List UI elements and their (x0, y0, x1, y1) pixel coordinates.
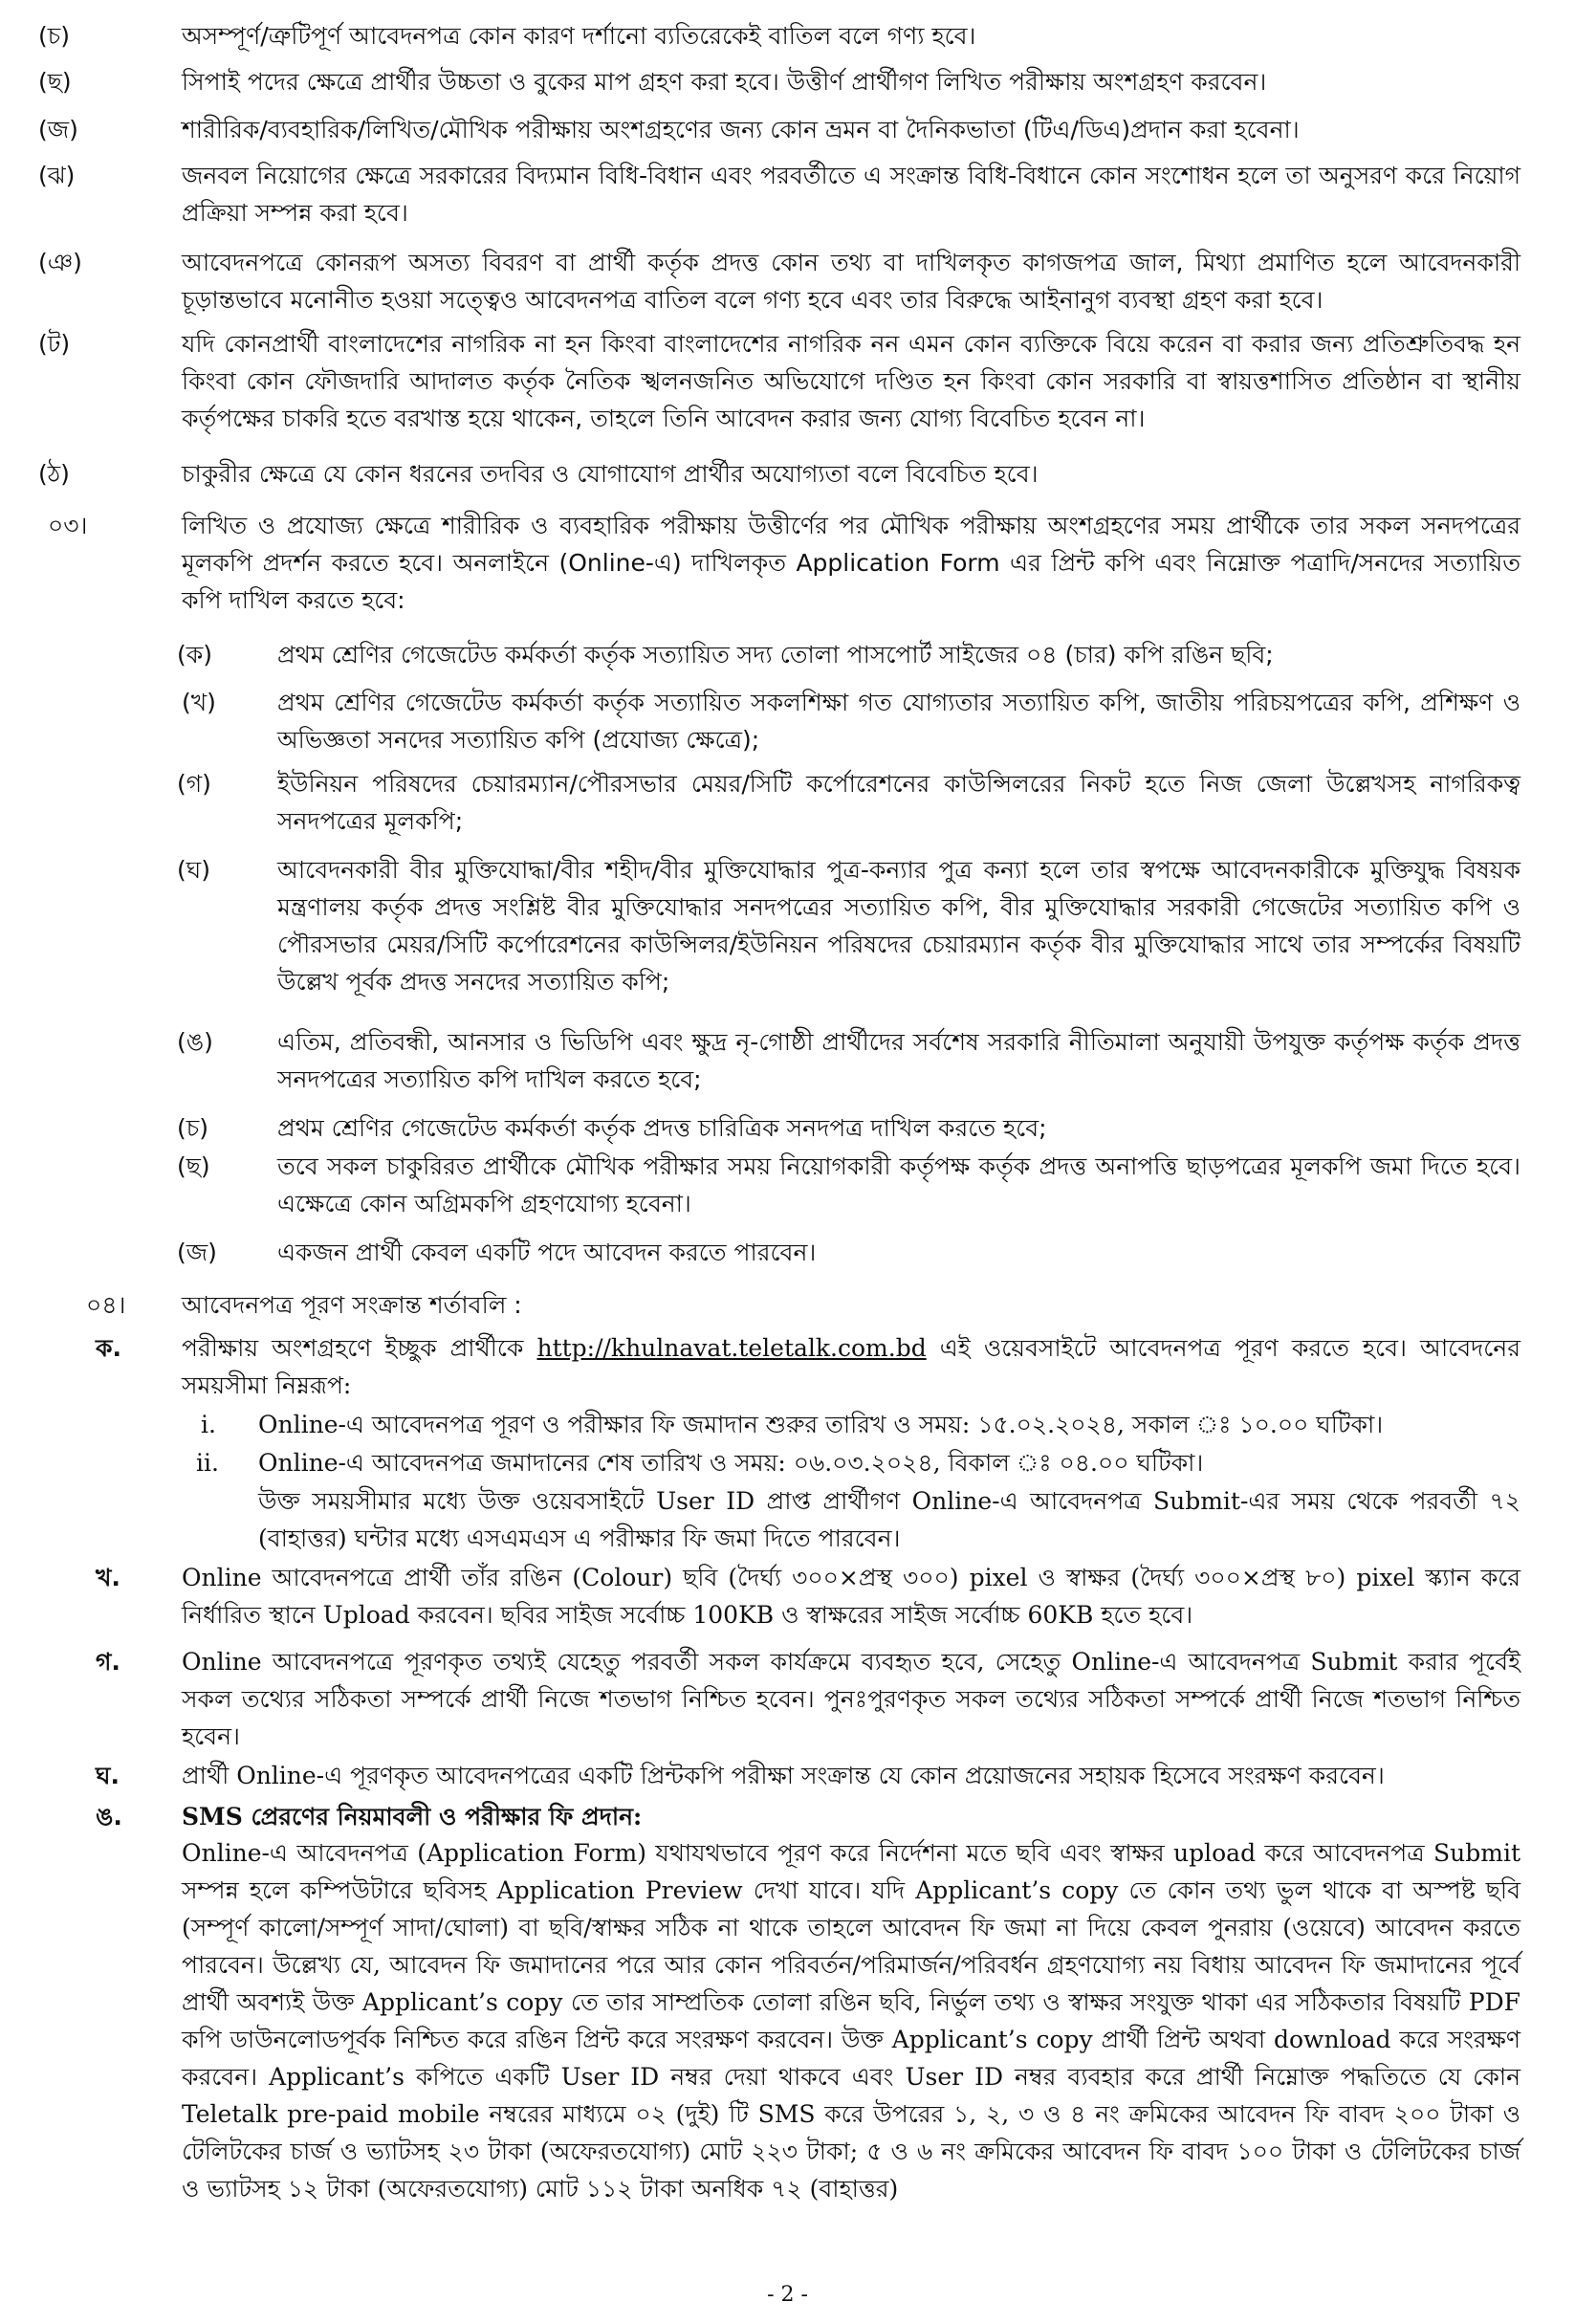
application-website-link[interactable]: http://khulnavat.teletalk.com.bd (536, 1334, 927, 1362)
document-page: (চ) অসম্পূর্ণ/ত্রুটিপূর্ণ আবেদনপত্র কোন কারণ দর্শানো ব্যতিরেকেই বাতিল বলে গণ্য হবে। (ছ) সিপাই পদের ক্ষেত্রে প্রার্থীর উচ্চতা ও বুকের মাপ গ্রহণ করা হবে। উত্তীর্ণ প্রার্থীগণ লিখিত পরীক্ষায় অংশগ্রহণ করবেন। (জ) শারীরিক/ব্যবহারিক/লিখিত/মৌখিক পরীক্ষায় অংশগ্রহণের জন্য কোন ভ্রমন বা দৈনিকভাতা (টিএ/ডিএ)প্রদান করা হবেনা। (ঝ) জনবল নিয়োগের ক্ষেত্রে সরকারের বিদ্যমান বিধি-বিধান এবং পরবর্তীতে এ সংক্রান্ত বিধি-বিধানে কোন সংশোধন হলে তা অনুসরণ করে নিয়োগ প্রক্রিয়া সম্পন্ন করা হবে। (ঞ) আবেদনপত্রে কোনরূপ অসত্য বিবরণ বা প্রার্থী কর্তৃক প্রদত্ত কোন তথ্য বা দাখিলকৃত কাগজপত্র জাল, মিথ্যা প্রমাণিত হলে আবেদনকারী চূড়ান্তভাবে মনোনীত হওয়া সত্ত্বেও আবেদনপত্র বাতিল বলে গণ্য হবে এবং তার বিরুদ্ধে আইনানুগ ব্যবস্থা গ্রহণ করা হবে। (ট) যদি কোনপ্রার্থী বাংলাদেশের নাগরিক না হন কিংবা বাংলাদেশের নাগরিক নন এমন কোন ব্যক্তিকে বিয়ে করেন বা করার জন্য প্রতিশ্রুতিবদ্ধ হন কিংবা কোন ফৌজদারি আদালত কর্তৃক নৈতিক স্খলনজনিত অভিযোগে দণ্ডিত হন কিংবা কোন সরকারি বা স্বায়ত্তশাসিত প্রতিষ্ঠান বা স্থানীয় কর্তৃপক্ষের চাকরি হতে বরখাস্ত হয়ে থাকেন, তাহলে তিনি আবেদন করার জন্য যোগ্য বিবেচিত হবেন না। (ঠ) চাকুরীর ক্ষেত্রে যে কোন ধরনের তদবির ও যোগাযোগ প্রার্থীর অযোগ্যতা বলে বিবেচিত হবে। ০৩। লিখিত ও প্রযোজ্য ক্ষেত্রে শারীরিক ও ব্যবহারিক পরীক্ষায় উত্তীর্ণের পর মৌখিক পরীক্ষায় অংশগ্রহণের সময় প্রার্থীকে তার সকল সনদপত্রের মূলকপি প্রদর্শন করতে হবে। অনলাইনে (Online-এ) দাখিলকৃত Application Form এর প্রিন্ট কপি এবং নিম্নোক্ত পত্রাদি/সনদের সত্যায়িত কপি দাখিল করতে হবে: (ক) প্রথম শ্রেণির গেজেটেড কর্মকর্তা কর্তৃক সত্যায়িত সদ্য তোলা পাসপোর্ট সাইজের ০৪ (চার) কপি রঙিন ছবি; (খ) প্রথম শ্রেণির গেজেটেড কর্মকর্তা কর্তৃক সত্যায়িত সকলশিক্ষা গত যোগ্যতার সত্যায়িত কপি, জাতীয় পরিচয়পত্রের কপি, প্রশিক্ষণ ও অভিজ্ঞতা সনদের সত্যায়িত কপি (প্রযোজ্য ক্ষেত্রে); (গ) ইউনিয়ন পরিষদের চেয়ারম্যান/পৌরসভার মেয়র/সিটি কর্পোরেশনের কাউন্সিলরের নিকট হতে নিজ জেলা উল্লেখসহ নাগরিকত্ব সনদপত্রের মূলকপি; (ঘ) আবেদনকারী বীর মুক্তিযোদ্ধা/বীর শহীদ/বীর মুক্তিযোদ্ধার পুত্র-কন্যার পুত্র কন্যা হলে তার স্বপক্ষে আবেদনকারীকে মুক্তিযুদ্ধ বিষয়ক মন্ত্রণালয় কর্তৃক প্রদত্ত সংশ্লিষ্ট বীর মুক্তিযোদ্ধার সনদপত্রের সত্যায়িত কপি, বীর মুক্তিযোদ্ধার সরকারী গেজেটের সত্যায়িত কপি ও পৌরসভার মেয়র/সিটি কর্পোরেশনের কাউন্সিলর/ইউনিয়ন পরিষদের চেয়ারম্যান কর্তৃক বীর মুক্তিযোদ্ধার সাথে তার সম্পর্কের বিষয়টি উল্লেখ পূর্বক প্রদত্ত সনদের সত্যায়িত কপি; (ঙ) এতিম, প্রতিবন্ধী, আনসার ও ভিডিপি এবং ক্ষুদ্র নৃ-গোষ্ঠী প্রার্থীদের সর্বশেষ সরকারি নীতিমালা অনুযায়ী উপযুক্ত কর্তৃপক্ষ কর্তৃক প্রদত্ত সনদপত্রের সত্যায়িত কপি দাখিল করতে হবে; (চ) প্রথম শ্রেণির গেজেটেড কর্মকর্তা কর্তৃক প্রদত্ত চারিত্রিক সনদপত্র দাখিল করতে হবে; (ছ) তবে সকল চাকুরিরত প্রার্থীকে মৌখিক পরীক্ষার সময় নিয়োগকারী কর্তৃপক্ষ কর্তৃক প্রদত্ত অনাপত্তি ছাড়পত্রের মূলকপি জমা দিতে হবে। এক্ষেত্রে কোন অগ্রিমকপি গ্রহণযোগ্য হবেনা। (জ) একজন প্রার্থী কেবল একটি পদে আবেদন করতে পারবেন। ০৪। আবেদনপত্র পূরণ সংক্রান্ত শর্তাবলি : ক. পরীক্ষায় অংশগ্রহণে ইচ্ছুক প্রার্থীকে http://khulnavat.teletalk.com.bd এই ওয়েবসাইটে আবেদনপত্র পূরণ করতে হবে। আবেদনের সময়সীমা নিম্নরূপ: i. Online-এ আবেদনপত্র পূরণ ও পরীক্ষার ফি জমাদান শুরুর তারিখ ও সময়: ১৫.০২.২০২৪, সকাল ঃ ১০.০০ ঘটিকা। ii. Online-এ আবেদনপত্র জমাদানের শেষ তারিখ ও সময়: ০৬.০৩.২০২৪, বিকাল ঃ ০৪.০০ ঘটিকা। উক্ত সময়সীমার মধ্যে উক্ত ওয়েবসাইটে User ID প্রাপ্ত প্রার্থীগণ Online-এ আবেদনপত্র Submit-এর সময় থেকে পরবর্তী ৭২ (বাহাত্তর) ঘন্টার মধ্যে এসএমএস এ পরীক্ষার ফি জমা দিতে পারবেন। খ. Online আবেদনপত্রে প্রার্থী তাঁর রঙিন (Colour) ছবি (দৈর্ঘ্য ৩০০×প্রস্থ ৩০০) pixel ও স্বাক্ষর (দৈর্ঘ্য ৩০০×প্রস্থ ৮০) pixel স্ক্যান করে নির্ধারিত স্থানে Upload করবেন। ছবির সাইজ সর্বোচ্চ 100KB ও স্বাক্ষরের সাইজ সর্বোচ্চ 60KB হতে হবে। গ. Online আবেদনপত্রে পূরণকৃত তথ্যই যেহেতু পরবর্তী সকল কার্যক্রমে ব্যবহৃত হবে, সেহেতু Online-এ আবেদনপত্র Submit করার পূর্বেই সকল তথ্যের সঠিকতা সম্পর্কে প্রার্থী নিজে শতভাগ নিশ্চিত হবেন। পুনঃপুরণকৃত সকল তথ্যের সঠিকতা সম্পর্কে প্রার্থী নিজে শতভাগ নিশ্চিত হবেন। ঘ. প্রার্থী Online-এ পূরণকৃত আবেদনপত্রের একটি প্রিন্টকপি পরীক্ষা সংক্রান্ত যে কোন প্রয়োজনের সহায়ক হিসেবে সংরক্ষণ করবেন। ঙ. SMS প্রেরণের নিয়মাবলী ও পরীক্ষার ফি প্রদান: Online-এ আবেদনপত্র (Application Form) যথাযথভাবে পূরণ করে নির্দেশনা মতে ছবি এবং স্বাক্ষর upload করে আবেদনপত্র Submit সম্পন্ন হলে কম্পিউটারে ছবিসহ Application Preview দেখা যাবে। যদি Applicant’s copy তে কোন তথ্য ভুল থাকে বা অস্পষ্ট ছবি (সম্পূর্ণ কালো/সম্পূর্ণ সাদা/ঘোলা) বা ছবি/স্বাক্ষর সঠিক না থাকে তাহলে আবেদন ফি জমা না দিয়ে কেবল পুনরায় (ওয়েবে) আবেদন করতে পারবেন। উল্লেখ্য যে, আবেদন ফি জমাদানের পরে আর কোন পরিবর্তন/পরিমার্জন/পরিবর্ধন গ্রহণযোগ্য নয় বিধায় আবেদন ফি জমাদানের পূর্বে প্রার্থী অবশ্যই উক্ত Applicant’s copy তে তার সাম্প্রতিক তোলা রঙিন ছবি, নির্ভুল তথ্য ও স্বাক্ষর সংযুক্ত থাকা এর সঠিকতার বিষয়টি PDF কপি ডাউনলোডপূর্বক নিশ্চিত করে রঙিন প্রিন্ট করে সংরক্ষণ করবেন। উক্ত Applicant’s copy প্রার্থী প্রিন্ট অথবা download করে সংরক্ষণ করবেন। Applicant’s কপিতে একটি User ID নম্বর দেয়া থাকবে এবং User ID নম্বর ব্যবহার করে প্রার্থী নিম্নোক্ত পদ্ধতিতে যে কোন Teletalk pre-paid mobile নম্বরের মাধ্যমে ০২ (দুই) টি SMS করে উপরের ১, ২, ৩ ও ৪ নং ক্রমিকের আবেদন ফি বাবদ ২০০ টাকা ও টেলিটকের চার্জ ও ভ্যাটসহ ২৩ টাকা (অফেরতযোগ্য) মোট ২২৩ টাকা; ৫ ও ৬ নং ক্রমিকের আবেদন ফি বাবদ ১০০ টাকা ও টেলিটকের চার্জ ও ভ্যাটসহ ১২ টাকা (অফেরতযোগ্য) মোট ১১২ টাকা অনধিক ৭২ (বাহাত্তর) - 2 - (0, 0, 1575, 2324)
page-number: - 2 - (767, 2283, 808, 2307)
